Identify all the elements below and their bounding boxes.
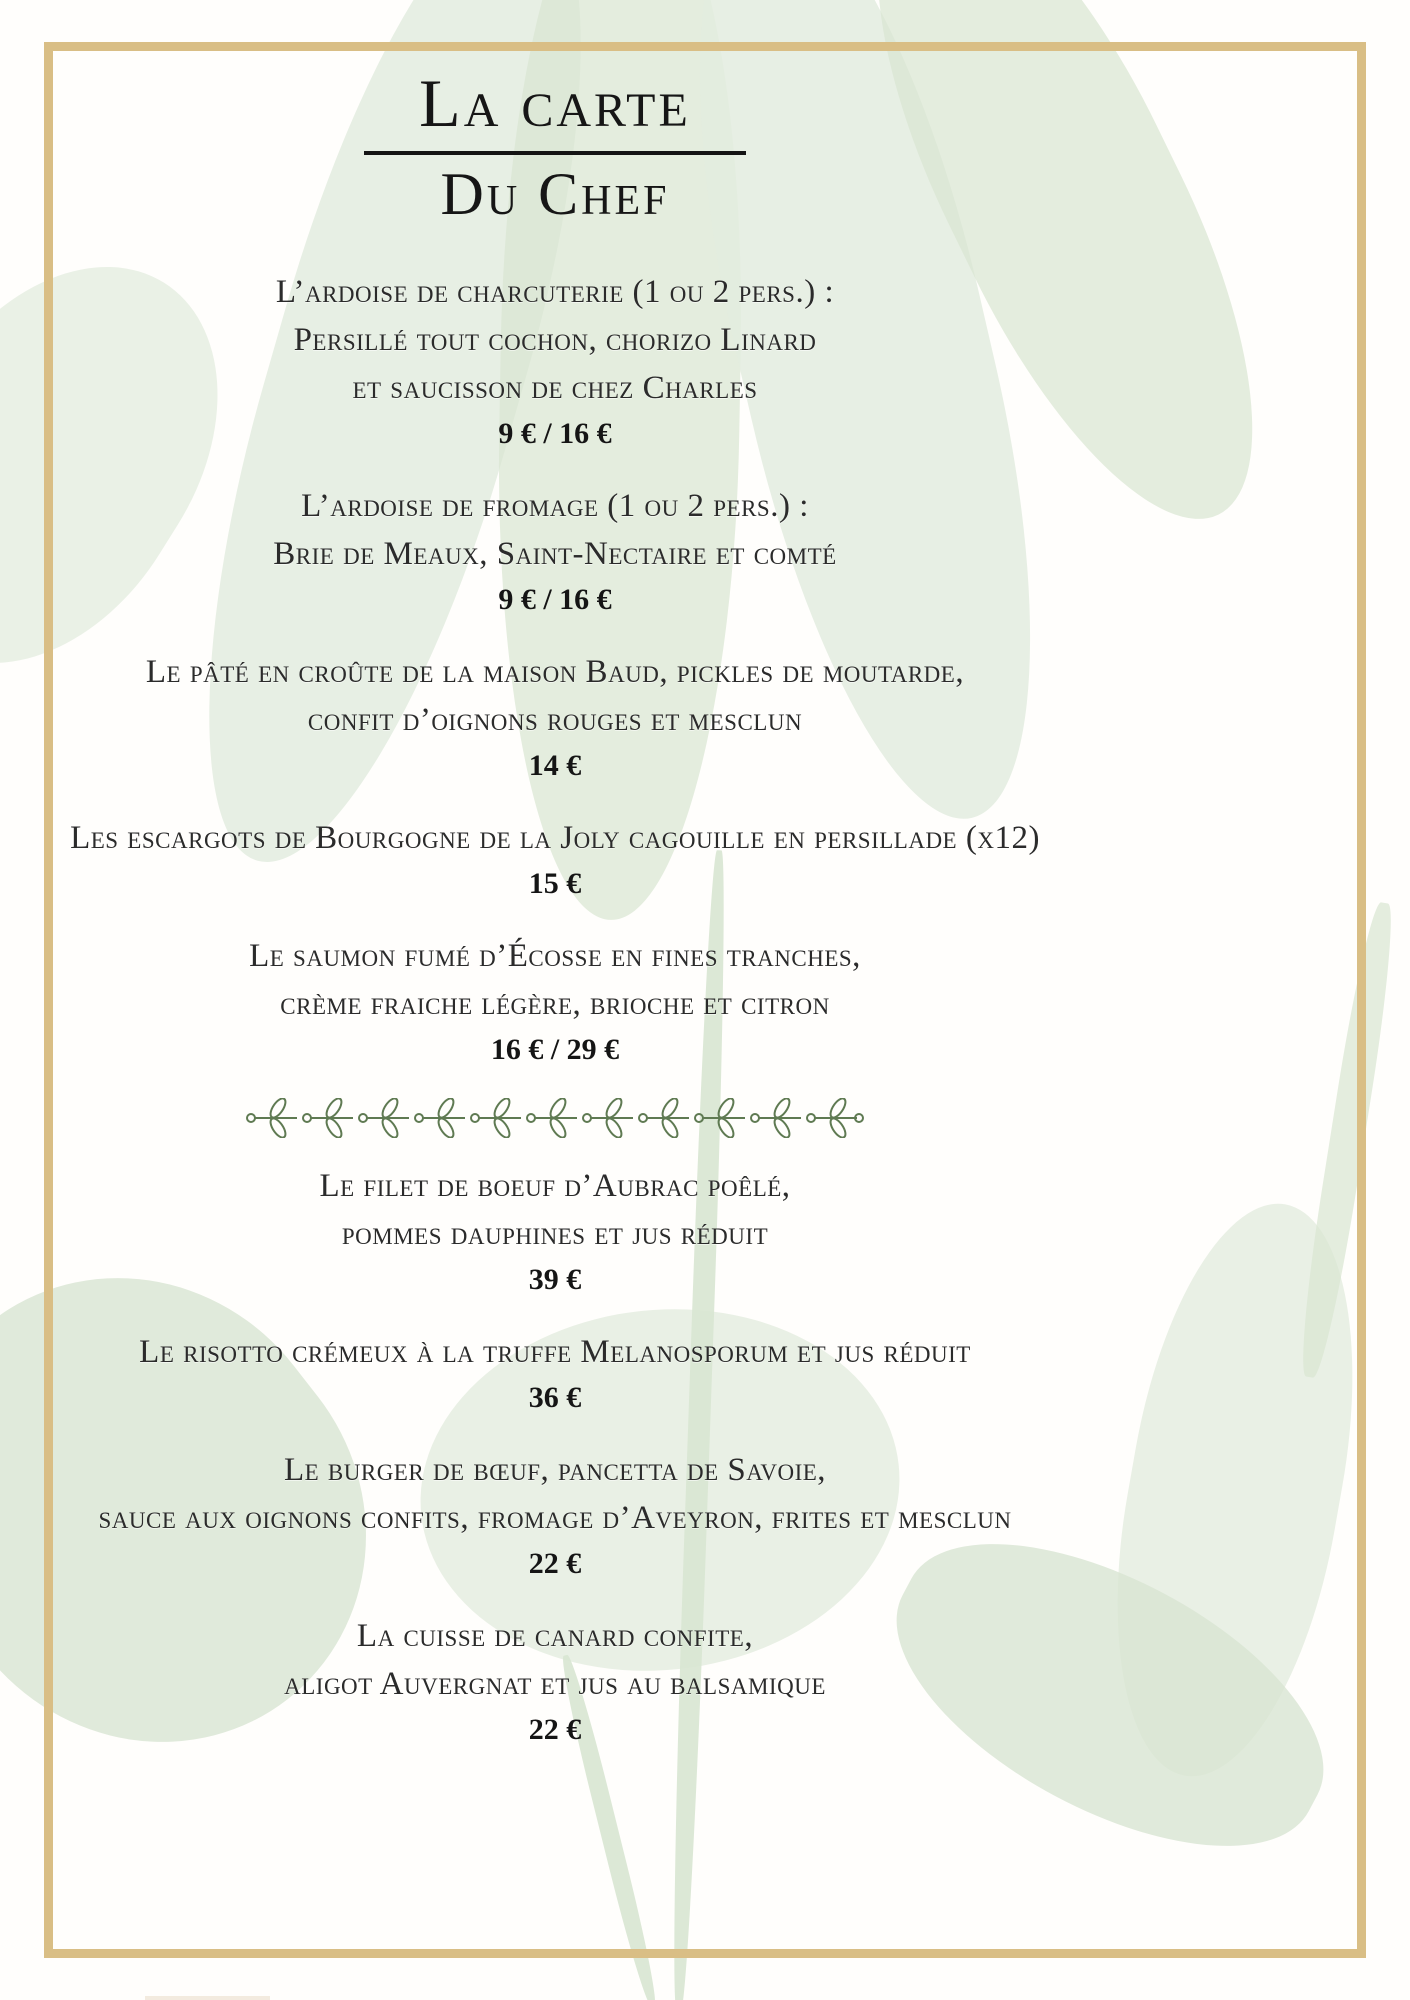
dish-price: 36 € bbox=[528, 1380, 582, 1414]
menu-item-pate-en-croute bbox=[44, 648, 1066, 788]
dish-line: Le risotto crémeux à la truffe Melanosporum et jus réduit bbox=[139, 1333, 971, 1370]
dish-line: L’ardoise de fromage (1 ou 2 pers.) : bbox=[301, 487, 809, 524]
dish-line: Le pâté en croûte de la maison Baud, pickles de moutarde, bbox=[145, 653, 965, 690]
dish-line: Le burger de bœuf, pancetta de Savoie, bbox=[283, 1451, 827, 1488]
dish-price: 15 € bbox=[528, 866, 582, 900]
dish-line: La cuisse de canard confite, bbox=[356, 1617, 754, 1654]
menu-item-saumon bbox=[44, 932, 1066, 1072]
menu-item-filet-de-boeuf bbox=[44, 1162, 1066, 1302]
dish-price: 14 € bbox=[528, 748, 582, 782]
dish-line: Les escargots de Bourgogne de la Joly cagouille en persillade (x12) bbox=[70, 819, 1040, 856]
dish-price: 22 € bbox=[528, 1546, 582, 1580]
menu-content bbox=[44, 0, 1066, 1778]
title-underline bbox=[364, 151, 746, 155]
dish-line: confit d’oignons rouges et mesclun bbox=[307, 701, 803, 738]
page-subtitle: Du Chef bbox=[440, 160, 670, 227]
menu-item-canard bbox=[44, 1612, 1066, 1752]
dish-line: sauce aux oignons confits, fromage d’Aveyron, frites et mesclun bbox=[98, 1499, 1012, 1536]
menu-item-fromage bbox=[44, 482, 1066, 622]
dish-line: et saucisson de chez Charles bbox=[352, 369, 758, 406]
dish-line: Le saumon fumé d’Écosse en fines tranches, bbox=[249, 937, 861, 974]
dish-price: 39 € bbox=[528, 1262, 582, 1296]
dish-line: L’ardoise de charcuterie (1 ou 2 pers.) : bbox=[275, 273, 835, 310]
dish-price: 9 € / 16 € bbox=[498, 416, 612, 450]
dish-line: Brie de Meaux, Saint-Nectaire et comté bbox=[273, 535, 837, 572]
leaf-divider-ornament bbox=[44, 1098, 1066, 1138]
dish-line: aligot Auvergnat et jus au balsamique bbox=[284, 1665, 826, 1702]
menu-item-risotto bbox=[44, 1328, 1066, 1420]
dish-price: 22 € bbox=[528, 1712, 582, 1746]
dish-line: Persillé tout cochon, chorizo Linard bbox=[293, 321, 817, 358]
dish-line: Le filet de boeuf d’Aubrac poêlé, bbox=[319, 1167, 791, 1204]
menu-item-burger bbox=[44, 1446, 1066, 1586]
menu-item-charcuterie bbox=[44, 268, 1066, 456]
page-title: La carte bbox=[419, 65, 691, 141]
dish-line: crème fraiche légère, brioche et citron bbox=[280, 985, 830, 1022]
bottom-edge-artifact bbox=[145, 1996, 270, 2000]
dish-line: pommes dauphines et jus réduit bbox=[341, 1215, 769, 1252]
dish-price: 9 € / 16 € bbox=[498, 582, 612, 616]
dish-price: 16 € / 29 € bbox=[490, 1032, 620, 1066]
menu-item-escargots bbox=[44, 814, 1066, 906]
